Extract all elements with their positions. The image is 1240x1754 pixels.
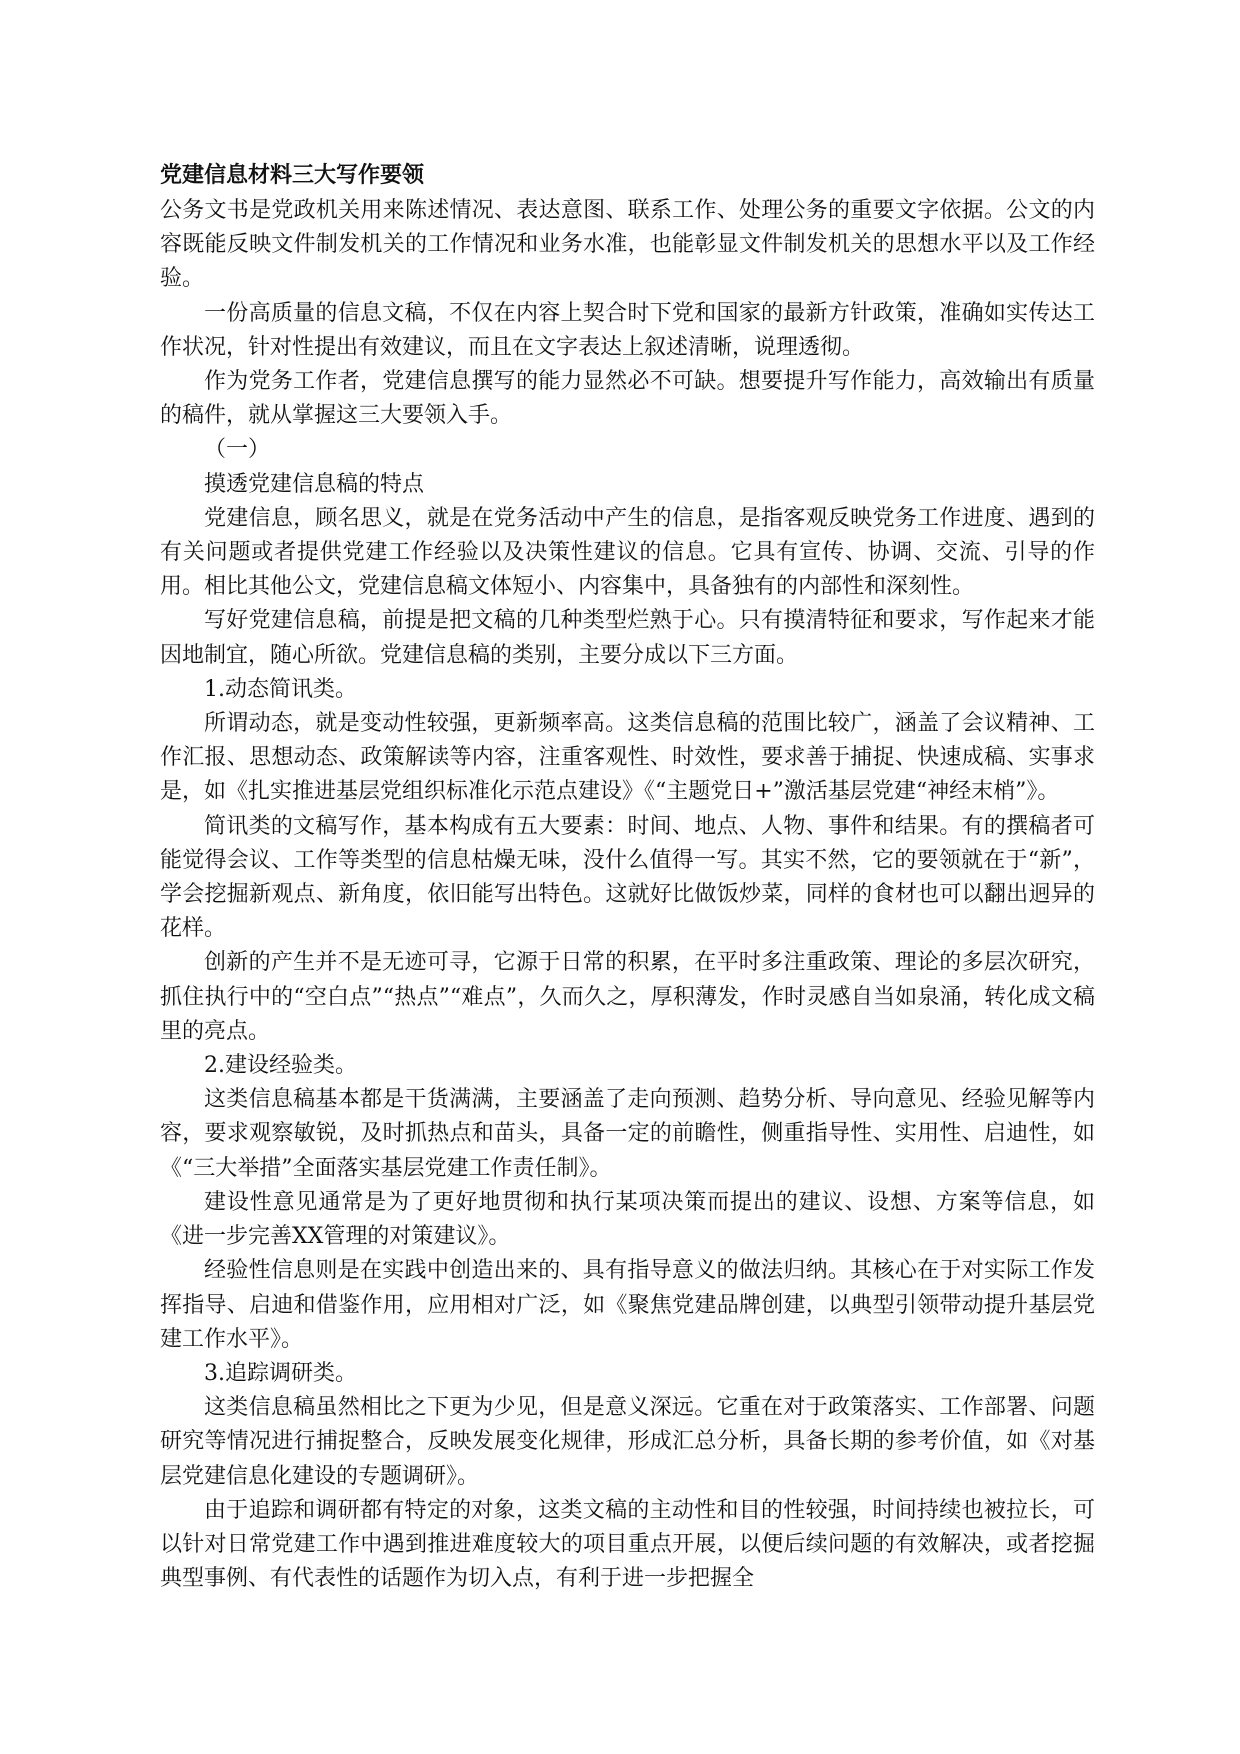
body-paragraph: 简讯类的文稿写作，基本构成有五大要素：时间、地点、人物、事件和结果。有的撰稿者可能觉得会议、工作等类型的信息枯燥无味，没什么值得一写。其实不然，它的要领就在于“新”，学会挖掘新观点、新角度，依旧能写出特色。这就好比做饭炒菜，同样的食材也可以翻出迥异的花样。 — [160, 813, 1095, 942]
body-paragraph: 由于追踪和调研都有特定的对象，这类文稿的主动性和目的性较强，时间持续也被拉长，可以针对日常党建工作中遇到推进难度较大的项目重点开展，以便后续问题的有效解决，或者挖掘典型事例、有代表性的话题作为切入点，有利于进一步把握全 — [160, 1497, 1095, 1592]
document-page — [160, 160, 1095, 1596]
body-paragraph: 2.建设经验类。 — [204, 1053, 357, 1079]
body-paragraph: 摸透党建信息稿的特点 — [204, 471, 425, 497]
body-paragraph: 公务文书是党政机关用来陈述情况、表达意图、联系工作、处理公务的重要文字依据。公文的内容既能反映文件制发机关的工作情况和业务水准，也能彰显文件制发机关的思想水平以及工作经验。 — [160, 198, 1095, 292]
body-paragraph: 经验性信息则是在实践中创造出来的、具有指导意义的做法归纳。其核心在于对实际工作发挥指导、启迪和借鉴作用，应用相对广泛，如《聚焦党建品牌创建，以典型引领带动提升基层党建工作水平》。 — [160, 1258, 1095, 1352]
document-body — [160, 194, 1095, 1596]
body-paragraph: 所谓动态，就是变动性较强，更新频率高。这类信息稿的范围比较广，涵盖了会议精神、工作汇报、思想动态、政策解读等内容，注重客观性、时效性，要求善于捕捉、快速成稿、实事求是，如《扎实推进基层党组织标准化示范点建设》《“主题党日+”激活基层党建“神经末梢”》。 — [160, 711, 1095, 805]
body-paragraph: 3.追踪调研类。 — [204, 1360, 357, 1386]
body-paragraph: 一份高质量的信息文稿，不仅在内容上契合时下党和国家的最新方针政策，准确如实传达工作状况，针对性提出有效建议，而且在文字表达上叙述清晰，说理透彻。 — [160, 300, 1095, 360]
body-paragraph: （一） — [204, 437, 271, 463]
body-paragraph: 创新的产生并不是无迹可寻，它源于日常的积累，在平时多注重政策、理论的多层次研究，抓住执行中的“空白点”“热点”“难点”，久而久之，厚积薄发，作时灵感自当如泉涌，转化成文稿里的亮点。 — [160, 950, 1095, 1044]
body-paragraph: 1.动态简讯类。 — [204, 676, 357, 702]
body-paragraph: 党建信息，顾名思义，就是在党务活动中产生的信息，是指客观反映党务工作进度、遇到的有关问题或者提供党建工作经验以及决策性建议的信息。它具有宣传、协调、交流、引导的作用。相比其他公文，党建信息稿文体短小、内容集中，具备独有的内部性和深刻性。 — [160, 505, 1095, 600]
body-paragraph: 这类信息稿虽然相比之下更为少见，但是意义深远。它重在对于政策落实、工作部署、问题研究等情况进行捕捉整合，反映发展变化规律，形成汇总分析，具备长期的参考价值，如《对基层党建信息化建设的专题调研》。 — [160, 1395, 1095, 1489]
body-paragraph: 这类信息稿基本都是干货满满，主要涵盖了走向预测、趋势分析、导向意见、经验见解等内容，要求观察敏锐，及时抓热点和苗头，具备一定的前瞻性，侧重指导性、实用性、启迪性，如《“三大举措”全面落实基层党建工作责任制》。 — [160, 1087, 1095, 1181]
body-paragraph: 建设性意见通常是为了更好地贯彻和执行某项决策而提出的建议、设想、方案等信息，如《进一步完善XX管理的对策建议》。 — [160, 1189, 1095, 1250]
body-paragraph: 写好党建信息稿，前提是把文稿的几种类型烂熟于心。只有摸清特征和要求，写作起来才能因地制宜，随心所欲。党建信息稿的类别，主要分成以下三方面。 — [160, 608, 1095, 668]
body-paragraph: 作为党务工作者，党建信息撰写的能力显然必不可缺。想要提升写作能力，高效输出有质量的稿件，就从掌握这三大要领入手。 — [160, 369, 1095, 429]
document-title: 党建信息材料三大写作要领 — [160, 163, 425, 188]
